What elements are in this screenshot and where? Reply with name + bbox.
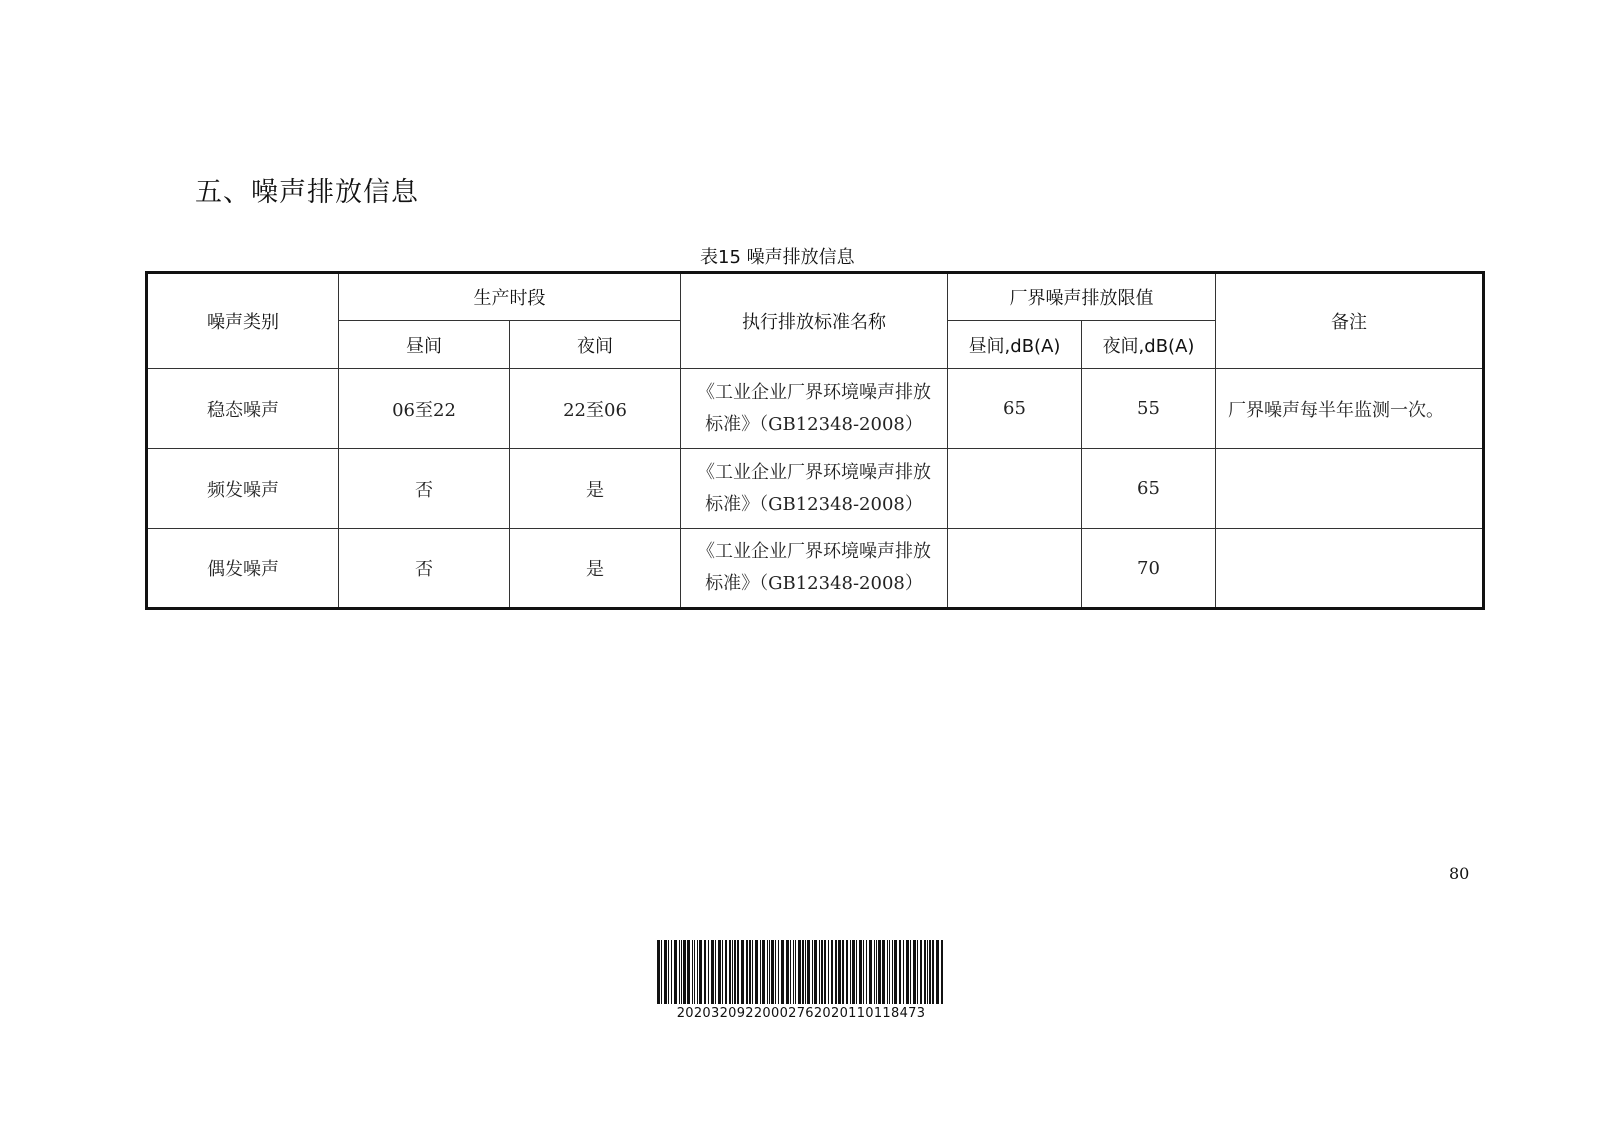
barcode-bar <box>694 940 695 1004</box>
barcode-bar <box>725 940 727 1004</box>
barcode-bar <box>924 940 926 1004</box>
cell-night: 是 <box>510 449 681 529</box>
barcode-bar <box>674 940 677 1004</box>
barcode-bar <box>752 940 753 1004</box>
barcode-bar <box>812 940 813 1004</box>
barcode-bar <box>795 940 796 1004</box>
barcode-bar <box>929 940 931 1004</box>
header-remarks: 备注 <box>1216 273 1484 369</box>
barcode-bar <box>704 940 706 1004</box>
barcode-bar <box>760 940 761 1004</box>
header-limit: 厂界噪声排放限值 <box>948 273 1216 321</box>
cell-category: 频发噪声 <box>147 449 339 529</box>
barcode-bar <box>878 940 881 1004</box>
barcode-bar <box>711 940 714 1004</box>
barcode-bar <box>838 940 841 1004</box>
barcode-bar <box>661 940 662 1004</box>
cell-night-db: 55 <box>1082 369 1216 449</box>
cell-day: 否 <box>339 529 510 609</box>
barcode-bar <box>737 940 739 1004</box>
barcode-bar <box>771 940 774 1004</box>
header-day: 昼间 <box>339 321 510 369</box>
barcode-bar <box>831 940 833 1004</box>
barcode-bar <box>906 940 909 1004</box>
barcode-bar <box>866 940 867 1004</box>
cell-remarks: 厂界噪声每半年监测一次。 <box>1216 369 1484 449</box>
barcode-bar <box>842 940 844 1004</box>
barcode-bar <box>664 940 667 1004</box>
header-category: 噪声类别 <box>147 273 339 369</box>
barcode-bar <box>894 940 897 1004</box>
page-number: 80 <box>1449 864 1470 883</box>
barcode-bar <box>802 940 804 1004</box>
header-day-db: 昼间,dB(A) <box>948 321 1082 369</box>
barcode-bar <box>874 940 875 1004</box>
barcode-bar <box>882 940 885 1004</box>
barcode-bar <box>917 940 918 1004</box>
barcode-number: 20203209220002762020110118473 <box>676 1006 926 1021</box>
barcode-bar <box>936 940 939 1004</box>
barcode-bar <box>790 940 791 1004</box>
barcode-bar <box>927 940 928 1004</box>
barcode-bar <box>692 940 693 1004</box>
barcode-bar <box>671 940 672 1004</box>
barcode-bar <box>697 940 698 1004</box>
cell-day-db <box>948 529 1082 609</box>
header-standard: 执行排放标准名称 <box>681 273 948 369</box>
cell-night: 22至06 <box>510 369 681 449</box>
barcode-bar <box>781 940 784 1004</box>
barcode-bar <box>856 940 857 1004</box>
standard-line-2: 标准》（GB12348-2008） <box>705 493 923 515</box>
barcode-bar <box>821 940 823 1004</box>
standard-line-1: 《工业企业厂界环境噪声排放 <box>697 541 931 562</box>
cell-night-db: 70 <box>1082 529 1216 609</box>
barcode-bar <box>941 940 943 1004</box>
table-row <box>147 449 1484 529</box>
standard-line-2: 标准》（GB12348-2008） <box>705 573 923 594</box>
barcode-bar <box>920 940 922 1004</box>
barcode-bar <box>729 940 731 1004</box>
barcode-bar <box>767 940 768 1004</box>
barcode-bar <box>863 940 864 1004</box>
cell-day: 否 <box>339 449 510 529</box>
cell-night: 是 <box>510 529 681 609</box>
cell-day-db <box>948 449 1082 529</box>
noise-emission-table <box>145 271 1485 610</box>
barcode-bar <box>746 940 748 1004</box>
cell-night-db: 65 <box>1082 449 1216 529</box>
barcode-bar <box>762 940 765 1004</box>
cell-standard <box>681 369 948 449</box>
standard-line-2: 标准》（GB12348-2008） <box>705 413 923 435</box>
barcode <box>657 940 945 1004</box>
table-row <box>147 529 1484 609</box>
table-caption: 表15 噪声排放信息 <box>700 247 855 268</box>
barcode-bar <box>732 940 733 1004</box>
cell-category: 偶发噪声 <box>147 529 339 609</box>
barcode-bar <box>715 940 716 1004</box>
barcode-bar <box>769 940 770 1004</box>
barcode-bar <box>749 940 751 1004</box>
barcode-bar <box>679 940 680 1004</box>
barcode-bar <box>932 940 934 1004</box>
barcode-bar <box>718 940 721 1004</box>
barcode-bar <box>828 940 829 1004</box>
cell-standard <box>681 449 948 529</box>
cell-category: 稳态噪声 <box>147 369 339 449</box>
table-row <box>147 369 1484 449</box>
barcode-bar <box>835 940 837 1004</box>
barcode-bar <box>734 940 736 1004</box>
barcode-bar <box>819 940 820 1004</box>
barcode-bar <box>910 940 911 1004</box>
barcode-bar <box>699 940 702 1004</box>
barcode-bar <box>913 940 916 1004</box>
barcode-bar <box>668 940 669 1004</box>
barcode-bar <box>793 940 794 1004</box>
cell-day-db: 65 <box>948 369 1082 449</box>
barcode-bar <box>899 940 901 1004</box>
header-production-period: 生产时段 <box>339 273 681 321</box>
barcode-bar <box>889 940 890 1004</box>
barcode-bar <box>824 940 826 1004</box>
barcode-bar <box>775 940 776 1004</box>
barcode-bar <box>708 940 709 1004</box>
cell-day: 06至22 <box>339 369 510 449</box>
barcode-bar <box>892 940 893 1004</box>
cell-remarks <box>1216 529 1484 609</box>
section-title: 五、噪声排放信息 <box>195 177 419 208</box>
standard-line-1: 《工业企业厂界环境噪声排放 <box>697 461 931 483</box>
barcode-bar <box>681 940 682 1004</box>
standard-line-1: 《工业企业厂界环境噪声排放 <box>697 381 931 403</box>
barcode-bar <box>846 940 848 1004</box>
barcode-bar <box>814 940 817 1004</box>
barcode-bar <box>869 940 872 1004</box>
barcode-bar <box>850 940 851 1004</box>
barcode-bar <box>859 940 862 1004</box>
barcode-bar <box>798 940 801 1004</box>
barcode-bar <box>876 940 877 1004</box>
barcode-bar <box>687 940 690 1004</box>
barcode-bar <box>741 940 744 1004</box>
barcode-bar <box>722 940 723 1004</box>
barcode-bar <box>657 940 660 1004</box>
barcode-bar <box>778 940 779 1004</box>
barcode-bar <box>887 940 888 1004</box>
barcode-bar <box>903 940 904 1004</box>
barcode-bar <box>755 940 758 1004</box>
barcode-bar <box>805 940 806 1004</box>
header-night-db: 夜间,dB(A) <box>1082 321 1216 369</box>
barcode-bar <box>683 940 686 1004</box>
cell-standard <box>681 529 948 609</box>
barcode-bar <box>852 940 855 1004</box>
barcode-bar <box>807 940 810 1004</box>
barcode-bar <box>786 940 789 1004</box>
cell-remarks <box>1216 449 1484 529</box>
header-night: 夜间 <box>510 321 681 369</box>
